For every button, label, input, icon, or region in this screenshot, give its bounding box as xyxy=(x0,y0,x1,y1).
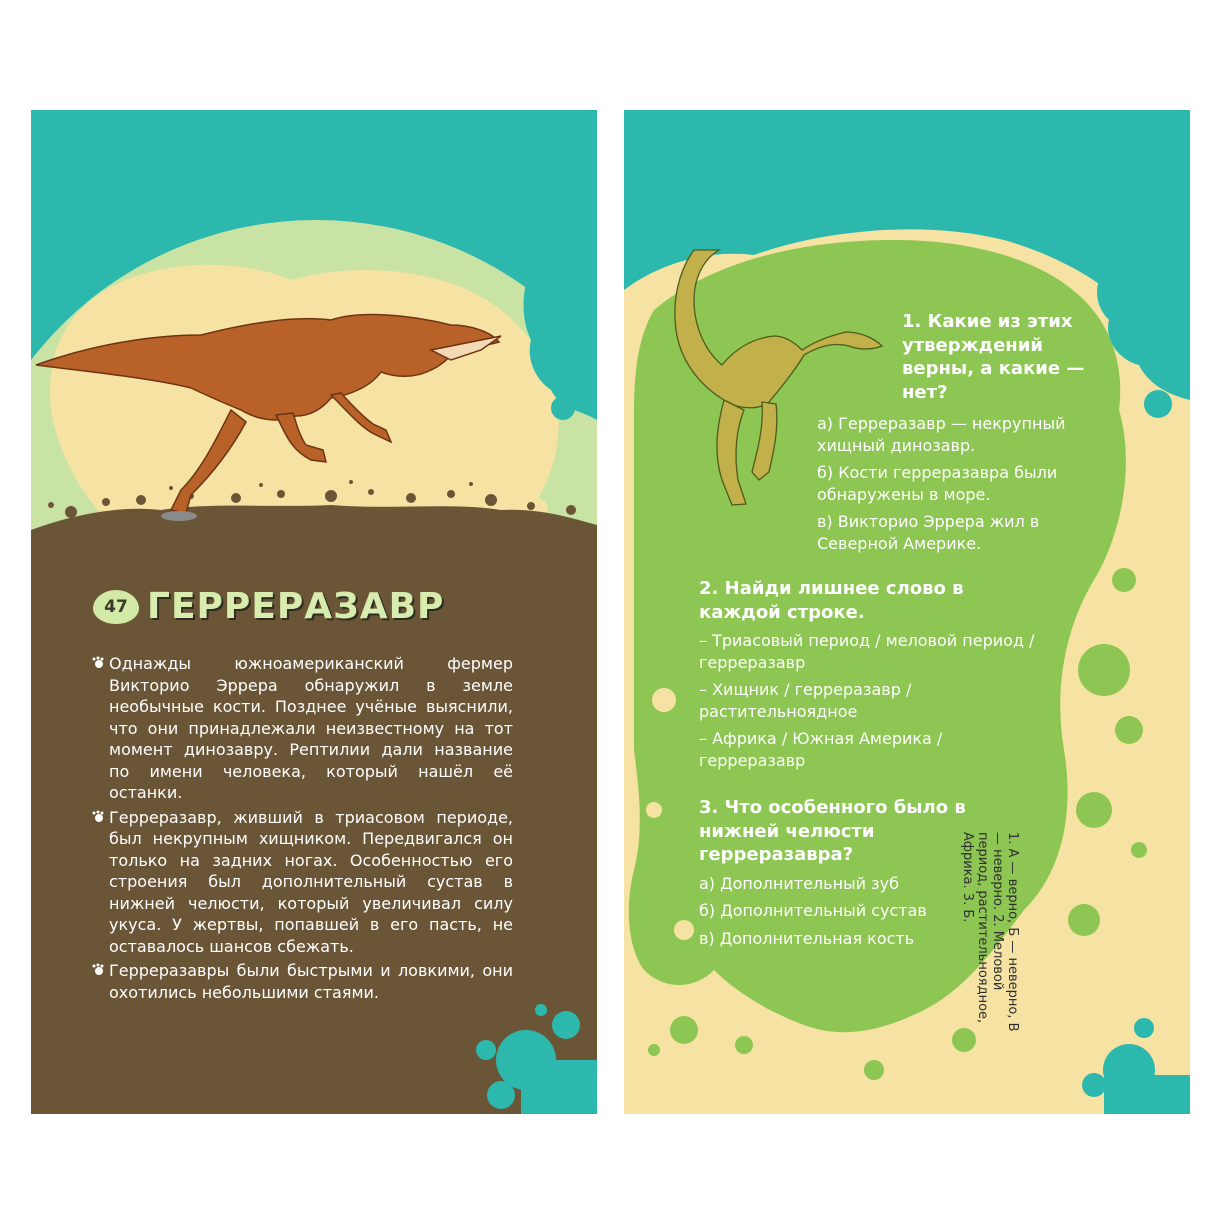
question-2-title: 2. Найди лишнее слово в каждой строке. xyxy=(699,578,964,623)
paragraph xyxy=(109,653,513,804)
footprint-bullet-icon xyxy=(91,963,105,977)
option: а) Герреразавр — некрупный хищный динозавр. xyxy=(817,414,1066,455)
card-title: ГЕРРЕРАЗАВР xyxy=(147,586,445,627)
answer-key: 1. А — верно, Б — неверно, В — неверно. 2. Меловой период, растительноядное, Африка. 3. Б. xyxy=(960,832,1020,1032)
question-1 xyxy=(902,310,1107,410)
card-body xyxy=(109,653,513,1006)
paragraph xyxy=(109,807,513,958)
question-2 xyxy=(699,577,1109,777)
option: – Хищник / герреразавр / растительноядное xyxy=(699,680,912,721)
page-number-badge: 47 xyxy=(93,590,139,624)
paragraph xyxy=(109,960,513,1003)
option: а) Дополнительный зуб xyxy=(699,873,899,893)
question-1-title: 1. Какие из этих утверждений верны, а какие — нет? xyxy=(902,311,1085,403)
option: – Триасовый период / меловой период / герреразавр xyxy=(699,631,1035,672)
paragraph-text: Однажды южноамериканский фермер Викторио Эррера обнаружил в земле необычные кости. Позднее учёные выяснили, что они принадлежали неизвестному на тот момент динозавру. Рептилии дали название по имени человека, который нашёл её останки. xyxy=(109,654,513,802)
paragraph-text: Герреразавры были быстрыми и ловкими, они охотились небольшими стаями. xyxy=(109,961,513,1002)
option: в) Викторио Эррера жил в Северной Америке. xyxy=(817,512,1040,553)
question-3 xyxy=(699,796,999,955)
question-1-options xyxy=(817,413,1100,560)
title-block xyxy=(93,586,444,627)
footprint-bullet-icon xyxy=(91,656,105,670)
option: – Африка / Южная Америка / герреразавр xyxy=(699,729,943,770)
option: б) Дополнительный сустав xyxy=(699,901,927,920)
footprint-bullet-icon xyxy=(91,810,105,824)
left-card xyxy=(31,110,597,1114)
question-3-title: 3. Что особенного было в нижней челюсти герреразавра? xyxy=(699,797,966,865)
paragraph-text: Герреразавр, живший в триасовом периоде, был некрупным хищником. Передвигался он только на задних ногах. Особенностью его строения был дополнительный сустав в нижней челюсти, который увеличивал силу укуса. У жертвы, попавшей в его пасть, не оставалось шансов сбежать. xyxy=(109,807,513,956)
right-card xyxy=(624,110,1190,1114)
option: б) Кости герреразавра были обнаружены в море. xyxy=(817,463,1058,504)
option: в) Дополнительная кость xyxy=(699,928,915,948)
